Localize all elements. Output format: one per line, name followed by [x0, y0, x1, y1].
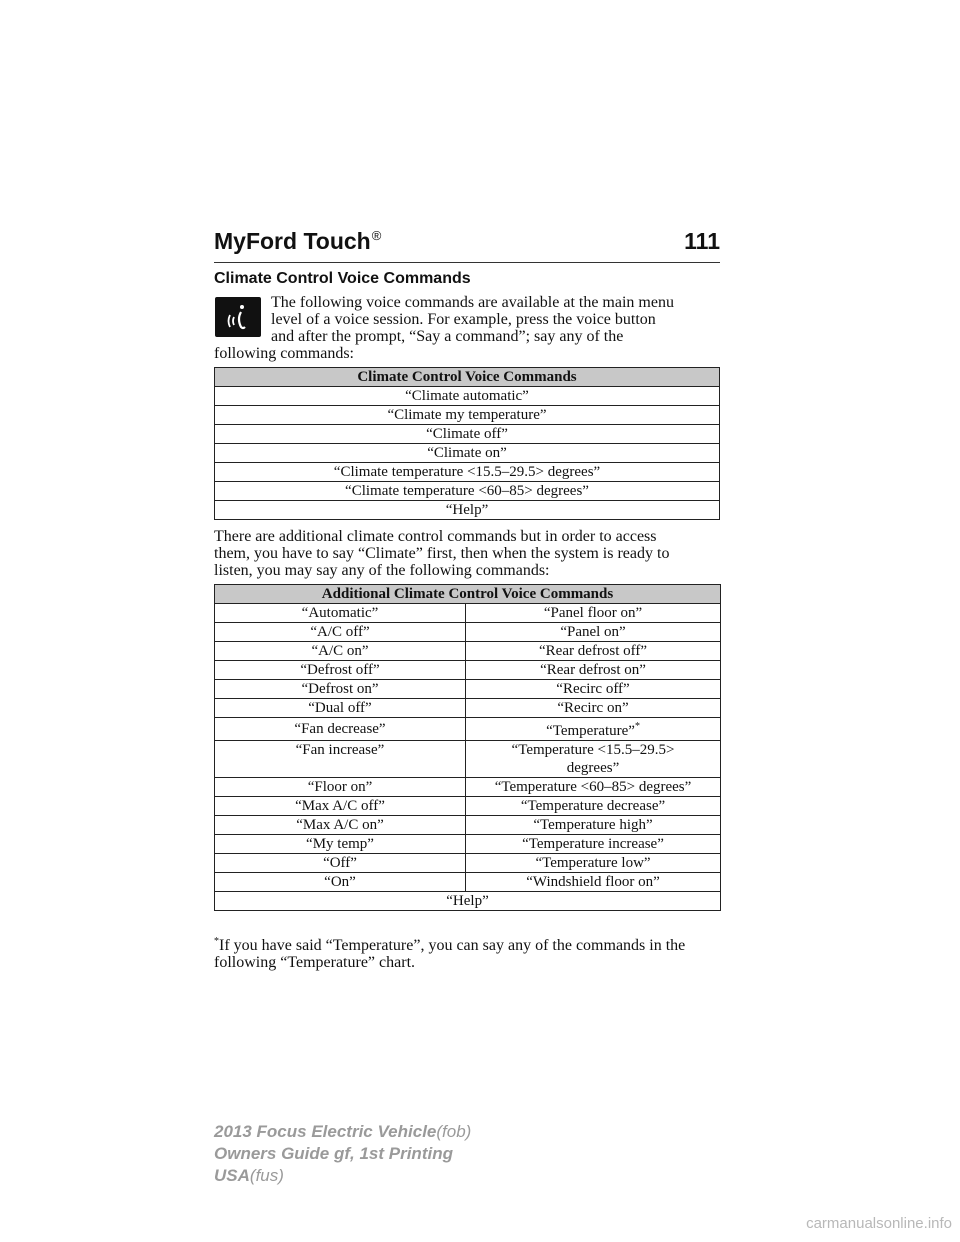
table-cell: “Max A/C on”	[215, 816, 466, 835]
table-cell	[466, 741, 721, 778]
table-row: “Climate temperature <60–85> degrees”	[215, 482, 720, 501]
intro-paragraph	[214, 294, 720, 362]
intro-line: level of a voice session. For example, press the voice button	[271, 311, 656, 328]
table-cell: “Temperature high”	[466, 816, 721, 835]
table-row: “Climate off”	[215, 425, 720, 444]
page-header	[214, 226, 720, 263]
intro-line: following commands:	[214, 345, 354, 362]
print-footer	[214, 1121, 471, 1187]
table-row: “Climate temperature <15.5–29.5> degrees”	[215, 463, 720, 482]
table-cell: “Off”	[215, 854, 466, 873]
table-cell: “Max A/C off”	[215, 797, 466, 816]
table-cell: “Temperature <60–85> degrees”	[466, 778, 721, 797]
table-cell: “Temperature decrease”	[466, 797, 721, 816]
table-cell: “Automatic”	[215, 604, 466, 623]
watermark: carmanualsonline.info	[806, 1215, 952, 1232]
footer-line: 2013 Focus Electric Vehicle(fob)	[214, 1122, 472, 1141]
table-cell: “Fan decrease”	[215, 718, 466, 741]
table-cell: “Floor on”	[215, 778, 466, 797]
footnote-text: If you have said “Temperature”, you can say any of the commands in the	[219, 937, 686, 954]
registered-mark: ®	[371, 228, 382, 243]
table-header: Climate Control Voice Commands	[215, 368, 720, 387]
table-cell: “Panel floor on”	[466, 604, 721, 623]
climate-commands-table	[214, 367, 720, 520]
footer-line: Owners Guide gf, 1st Printing	[214, 1144, 453, 1163]
cell-text: “Temperature”	[546, 723, 635, 739]
paragraph-line: them, you have to say “Climate” first, then when the system is ready to	[214, 545, 670, 562]
table-cell: “Fan increase”	[215, 741, 466, 778]
table-row: “Climate automatic”	[215, 387, 720, 406]
table-row: “Help”	[215, 501, 720, 520]
table-cell: “Recirc off”	[466, 680, 721, 699]
chapter-title: MyFord Touch®	[214, 228, 382, 254]
table-header: Additional Climate Control Voice Commands	[215, 585, 721, 604]
page-number: 111	[684, 228, 720, 254]
table-row: “Climate my temperature”	[215, 406, 720, 425]
footer-line: USA(fus)	[214, 1166, 284, 1185]
intro-line: and after the prompt, “Say a command”; say any of the	[271, 328, 624, 345]
cell-text: “Temperature <15.5–29.5>	[511, 742, 675, 758]
table-cell: “Windshield floor on”	[466, 873, 721, 892]
additional-commands-paragraph	[214, 528, 720, 579]
additional-climate-commands-table	[214, 584, 721, 911]
paragraph-line: listen, you may say any of the following commands:	[214, 562, 550, 579]
section-title: Climate Control Voice Commands	[214, 270, 471, 287]
footnote	[214, 933, 720, 971]
table-cell: “A/C off”	[215, 623, 466, 642]
cell-text: degrees”	[566, 760, 620, 776]
table-cell	[466, 718, 721, 741]
table-cell: “Recirc on”	[466, 699, 721, 718]
table-cell: “Dual off”	[215, 699, 466, 718]
table-cell: “My temp”	[215, 835, 466, 854]
footnote-line	[214, 933, 720, 954]
table-cell: “Rear defrost on”	[466, 661, 721, 680]
table-cell: “On”	[215, 873, 466, 892]
table-footer-row: “Help”	[215, 892, 721, 911]
table-cell: “Rear defrost off”	[466, 642, 721, 661]
intro-line: The following voice commands are available at the main menu	[271, 294, 674, 311]
table-row: “Climate on”	[215, 444, 720, 463]
table-cell: “Temperature low”	[466, 854, 721, 873]
footnote-star: *	[214, 936, 219, 947]
table-cell: “A/C on”	[215, 642, 466, 661]
footnote-line: following “Temperature” chart.	[214, 954, 416, 971]
table-cell: “Defrost off”	[215, 661, 466, 680]
table-cell: “Panel on”	[466, 623, 721, 642]
paragraph-line: There are additional climate control commands but in order to access	[214, 528, 657, 545]
footnote-star: *	[634, 721, 640, 732]
table-cell: “Defrost on”	[215, 680, 466, 699]
table-cell: “Temperature increase”	[466, 835, 721, 854]
